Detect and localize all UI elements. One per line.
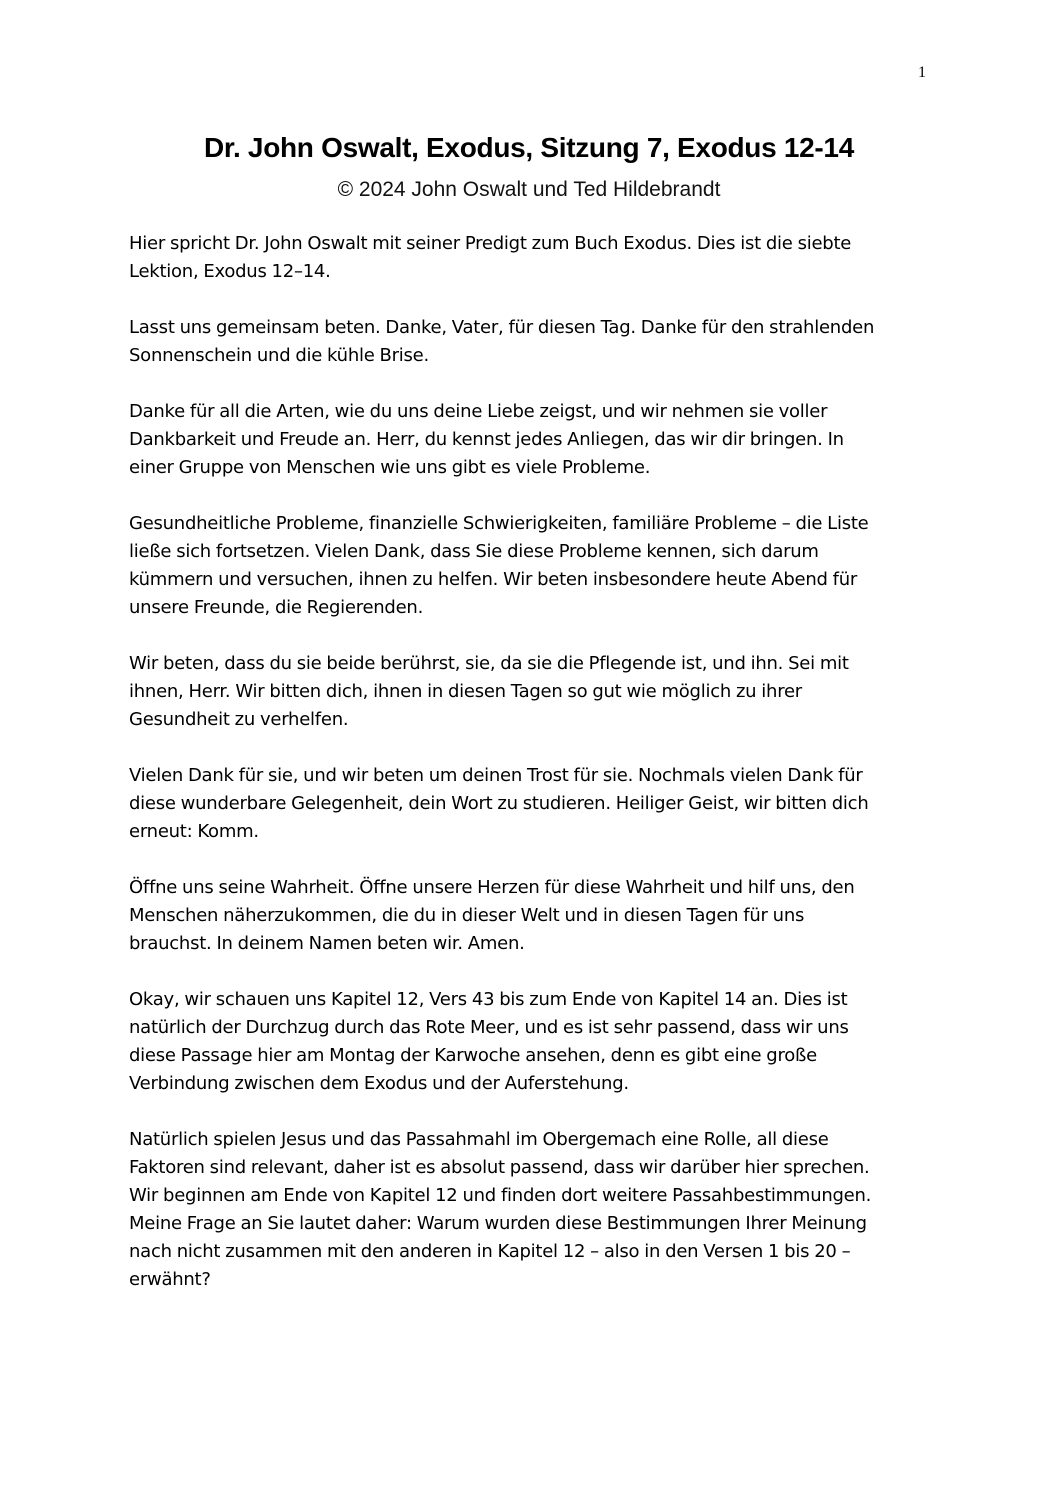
paragraph-line: unsere Freunde, die Regierenden. bbox=[129, 597, 424, 618]
paragraph-line: natürlich der Durchzug durch das Rote Meer, und es ist sehr passend, dass wir uns bbox=[129, 1017, 849, 1038]
body-paragraph bbox=[129, 650, 949, 734]
paragraph-line: ihnen, Herr. Wir bitten dich, ihnen in diesen Tagen so gut wie möglich zu ihrer bbox=[129, 681, 802, 702]
paragraph-line: diese Passage hier am Montag der Karwoche ansehen, denn es gibt eine große bbox=[129, 1045, 817, 1066]
paragraph-line: Natürlich spielen Jesus und das Passahmahl im Obergemach eine Rolle, all diese bbox=[129, 1129, 829, 1150]
paragraph-line: Vielen Dank für sie, und wir beten um deinen Trost für sie. Nochmals vielen Dank für bbox=[129, 765, 863, 786]
paragraph-line: nach nicht zusammen mit den anderen in Kapitel 12 – also in den Versen 1 bis 20 – bbox=[129, 1241, 851, 1262]
paragraph-line: Gesundheitliche Probleme, finanzielle Schwierigkeiten, familiäre Probleme – die Liste bbox=[129, 513, 869, 534]
paragraph-line: Menschen näherzukommen, die du in dieser Welt und in diesen Tagen für uns bbox=[129, 905, 805, 926]
page-number: 1 bbox=[918, 64, 926, 81]
paragraph-line: Wir beten, dass du sie beide berührst, sie, da sie die Pflegende ist, und ihn. Sei mit bbox=[129, 653, 849, 674]
paragraph-line: erneut: Komm. bbox=[129, 821, 259, 842]
paragraph-line: Hier spricht Dr. John Oswalt mit seiner Predigt zum Buch Exodus. Dies ist die siebte bbox=[129, 233, 852, 254]
paragraph-line: ließe sich fortsetzen. Vielen Dank, dass Sie diese Probleme kennen, sich darum bbox=[129, 541, 819, 562]
document-title: Dr. John Oswalt, Exodus, Sitzung 7, Exodus 12-14 bbox=[204, 132, 854, 163]
paragraph-line: brauchst. In deinem Namen beten wir. Amen. bbox=[129, 933, 525, 954]
paragraph-line: Öffne uns seine Wahrheit. Öffne unsere Herzen für diese Wahrheit und hilf uns, den bbox=[129, 877, 855, 898]
paragraph-line: Sonnenschein und die kühle Brise. bbox=[129, 345, 429, 366]
body-paragraph bbox=[129, 510, 949, 622]
paragraph-line: Dankbarkeit und Freude an. Herr, du kennst jedes Anliegen, das wir dir bringen. In bbox=[129, 429, 844, 450]
body-paragraph bbox=[129, 874, 949, 958]
paragraph-line: erwähnt? bbox=[129, 1269, 211, 1290]
paragraph-line: Lektion, Exodus 12–14. bbox=[129, 261, 331, 282]
paragraph-line: Gesundheit zu verhelfen. bbox=[129, 709, 349, 730]
body-paragraph bbox=[129, 314, 949, 370]
paragraph-line: Lasst uns gemeinsam beten. Danke, Vater, für diesen Tag. Danke für den strahlenden bbox=[129, 317, 875, 338]
body-paragraph bbox=[129, 986, 949, 1098]
paragraph-line: Faktoren sind relevant, daher ist es absolut passend, dass wir darüber hier sprechen. bbox=[129, 1157, 870, 1178]
paragraph-line: einer Gruppe von Menschen wie uns gibt es viele Probleme. bbox=[129, 457, 651, 478]
document-body bbox=[129, 230, 949, 1322]
body-paragraph bbox=[129, 1126, 949, 1294]
paragraph-line: Meine Frage an Sie lautet daher: Warum wurden diese Bestimmungen Ihrer Meinung bbox=[129, 1213, 867, 1234]
paragraph-line: diese wunderbare Gelegenheit, dein Wort zu studieren. Heiliger Geist, wir bitten dich bbox=[129, 793, 869, 814]
paragraph-line: Wir beginnen am Ende von Kapitel 12 und finden dort weitere Passahbestimmungen. bbox=[129, 1185, 872, 1206]
body-paragraph bbox=[129, 762, 949, 846]
paragraph-line: Danke für all die Arten, wie du uns deine Liebe zeigst, und wir nehmen sie voller bbox=[129, 401, 828, 422]
paragraph-line: Verbindung zwischen dem Exodus und der Auferstehung. bbox=[129, 1073, 629, 1094]
paragraph-line: kümmern und versuchen, ihnen zu helfen. Wir beten insbesondere heute Abend für bbox=[129, 569, 858, 590]
paragraph-line: Okay, wir schauen uns Kapitel 12, Vers 43 bis zum Ende von Kapitel 14 an. Dies ist bbox=[129, 989, 848, 1010]
body-paragraph bbox=[129, 398, 949, 482]
body-paragraph bbox=[129, 230, 949, 286]
copyright-line: © 2024 John Oswalt und Ted Hildebrandt bbox=[337, 178, 721, 201]
